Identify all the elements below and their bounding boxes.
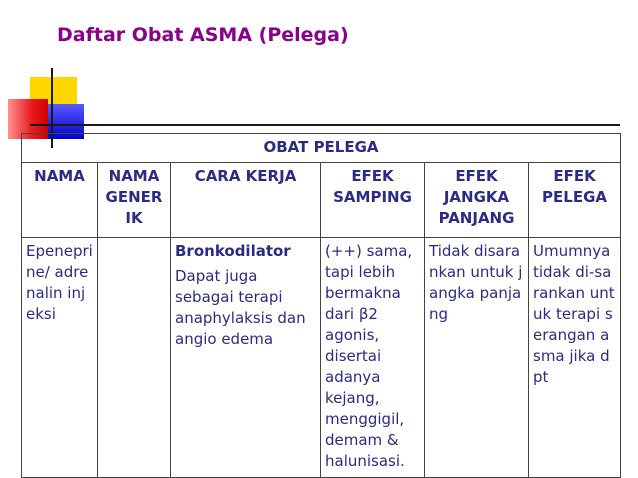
header-efek-pelega: EFEK PELEGA	[529, 163, 621, 238]
decor-horizontal-line	[30, 124, 620, 126]
group-header: OBAT PELEGA	[22, 134, 621, 163]
table-row	[22, 238, 621, 478]
slide-title: Daftar Obat ASMA (Pelega)	[57, 24, 349, 46]
header-efek-jangka-panjang: EFEK JANGKA PANJANG	[425, 163, 529, 238]
cara-kerja-text: Dapat juga sebagai terapi anaphylaksis dan angio edema	[175, 267, 306, 348]
group-header-row	[22, 134, 621, 163]
drug-table	[21, 133, 621, 478]
cell-efek-pelega: Umumnya tidak di-sarankan untuk terapi serangan asma jika dpt	[529, 238, 621, 478]
cell-nama-generik	[98, 238, 171, 478]
header-nama-generik: NAMA GENER IK	[98, 163, 171, 238]
cell-efek-jangka-panjang: Tidak disarankan untuk jangka panjang	[425, 238, 529, 478]
header-efek-samping: EFEK SAMPING	[321, 163, 425, 238]
header-nama: NAMA	[22, 163, 98, 238]
column-header-row	[22, 163, 621, 238]
cara-kerja-title: Bronkodilator	[175, 242, 291, 260]
cell-efek-samping: (++) sama, tapi lebih bermakna dari β2 agonis, disertai adanya kejang, menggigil, demam & halunisasi.	[321, 238, 425, 478]
header-cara-kerja: CARA KERJA	[171, 163, 321, 238]
cell-cara-kerja	[171, 238, 321, 478]
cell-nama: Epeneprine/ adrenalin injeksi	[22, 238, 98, 478]
